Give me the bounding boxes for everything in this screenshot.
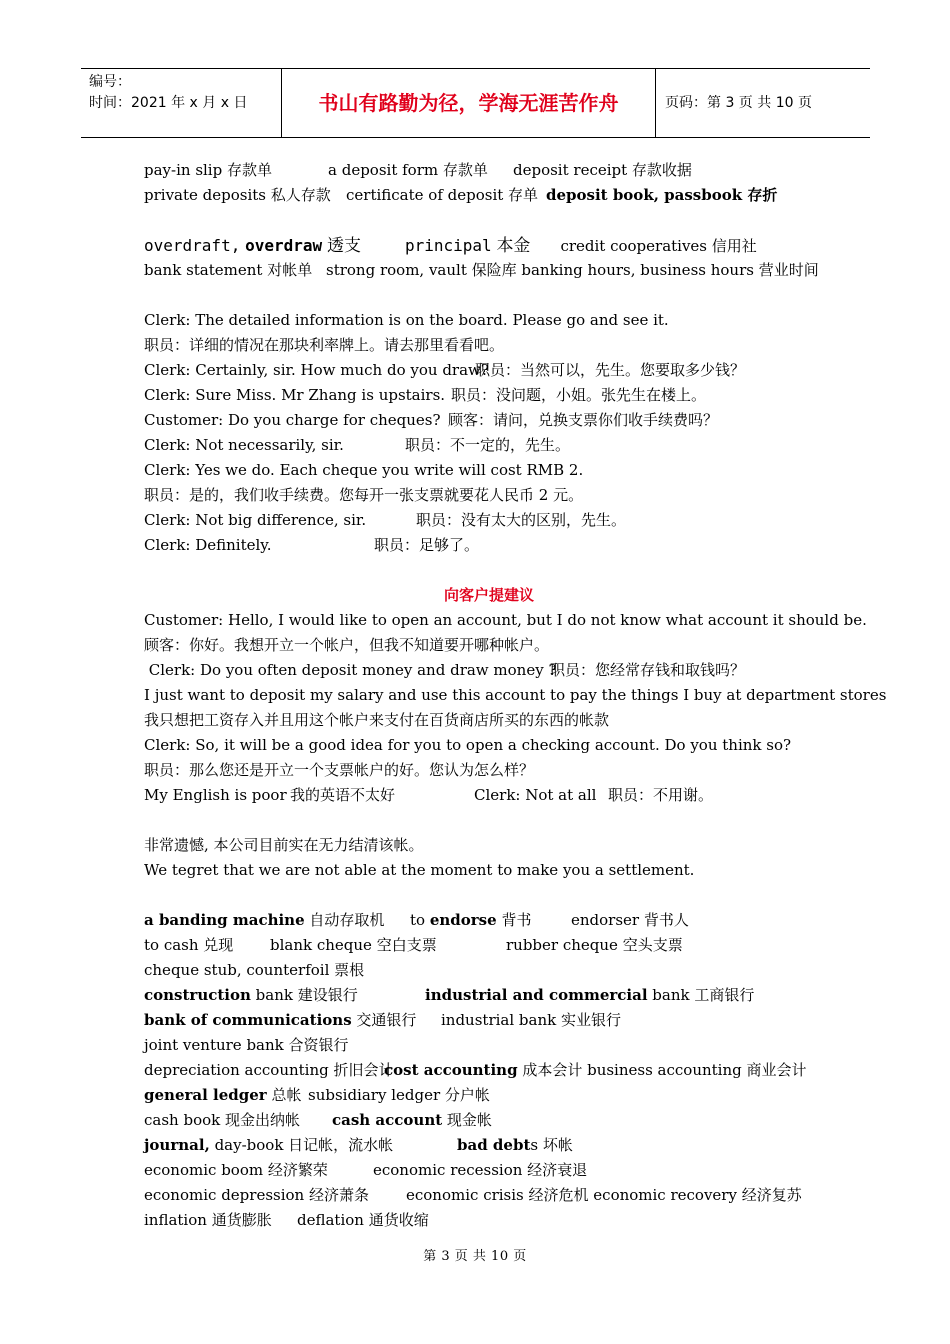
dialog-line: Clerk: Definitely. 职员：足够了。 <box>144 536 480 554</box>
term-bold: deposit book, passbook 存折 <box>546 186 778 204</box>
term: 本金 <box>496 236 531 256</box>
term: a deposit form 存款单 <box>328 161 488 179</box>
term: deposit receipt 存款收据 <box>513 161 692 179</box>
vocab-line: cash book 现金出纳帐 cash account 现金帐 <box>144 1111 492 1129</box>
document-body <box>144 158 887 1233</box>
header-page-info: 页码：第 3 页 共 10 页 <box>665 95 812 111</box>
note-line: We tegret that we are not able at the moment to make you a settlement. <box>144 861 695 879</box>
dialog-line: 职员：详细的情况在那块利率牌上。请去那里看看吧。 <box>144 336 505 354</box>
term: strong room, vault 保险库 banking hours, business hours 营业时间 <box>326 261 819 279</box>
term-bold: overdraw <box>245 236 323 255</box>
vocab-line: journal, day-book 日记帐，流水帐 bad debts 坏帐 <box>144 1136 573 1154</box>
dialog-line: Clerk: Sure Miss. Mr Zhang is upstairs. 职员：没问题，小姐。张先生在楼上。 <box>144 386 707 404</box>
term: overdraft, <box>144 236 241 255</box>
dialog-line: 职员：那么您还是开立一个支票帐户的好。您认为怎么样？ <box>144 761 535 779</box>
term: credit cooperatives 信用社 <box>560 237 757 255</box>
vocab-line: general ledger 总帐 subsidiary ledger 分户帐 <box>144 1086 490 1104</box>
dialog-line: Clerk: Not necessarily, sir. 职员：不一定的，先生。 <box>144 436 571 454</box>
dialog-line: Customer: Do you charge for cheques? 顾客：请问，兑换支票你们收手续费吗？ <box>144 411 719 429</box>
number-label: 编号： <box>89 74 131 90</box>
vocab-line <box>144 158 834 183</box>
vocab-line: construction bank 建设银行 industrial and commercial bank 工商银行 <box>144 986 755 1004</box>
vocab-line <box>144 258 834 283</box>
vocab-line: economic depression 经济萧条 economic crisis 经济危机 economic recovery 经济复苏 <box>144 1186 802 1204</box>
header-motto: 书山有路勤为径，学海无涯苦作舟 <box>281 69 656 137</box>
vocab-line: bank of communications 交通银行 industrial bank 实业银行 <box>144 1011 621 1029</box>
dialog-line: Clerk: Certainly, sir. How much do you draw?职员：当然可以，先生。您要取多少钱？ <box>144 361 746 379</box>
dialog-line: 我只想把工资存入并且用这个帐户来支付在百货商店所买的东西的帐款 <box>144 711 610 729</box>
dialog-line: Clerk: Yes we do. Each cheque you write will cost RMB 2. <box>144 461 584 479</box>
vocab-line <box>144 183 834 208</box>
header-meta <box>81 69 281 137</box>
vocab-line: joint venture bank 合资银行 <box>144 1036 349 1054</box>
term: 透支 <box>326 236 361 256</box>
vocab-line: cheque stub, counterfoil 票根 <box>144 961 365 979</box>
term: private deposits 私人存款 <box>144 186 331 204</box>
dialog-line: My English is poor 我的英语不太好 Clerk: Not at all 职员：不用谢。 <box>144 786 714 804</box>
vocab-line <box>144 233 834 258</box>
term: bank statement 对帐单 <box>144 261 313 279</box>
dialog-line: I just want to deposit my salary and use this account to pay the things I buy at department stores <box>144 686 887 704</box>
page-header <box>81 68 870 138</box>
dialog-line: Clerk: So, it will be a good idea for you to open a checking account. Do you think so? <box>144 736 792 754</box>
page-footer: 第 3 页 共 10 页 <box>423 1249 527 1264</box>
term: certificate of deposit 存单 <box>346 186 539 204</box>
dialog-line: 职员：是的，我们收手续费。您每开一张支票就要花人民币 2 元。 <box>144 486 584 504</box>
dialog-line: Clerk: Not big difference, sir. 职员：没有太大的区别，先生。 <box>144 511 627 529</box>
dialog-line: Customer: Hello, I would like to open an account, but I do not know what account it should be. <box>144 611 867 629</box>
vocab-line: economic boom 经济繁荣 economic recession 经济衰退 <box>144 1161 588 1179</box>
dialog-line: 顾客：你好。我想开立一个帐户，但我不知道要开哪种帐户。 <box>144 636 550 654</box>
vocab-line: to cash 兑现 blank cheque 空白支票 rubber cheque 空头支票 <box>144 936 683 954</box>
note-line: 非常遗憾, 本公司目前实在无力结清该帐。 <box>144 836 424 854</box>
section-title: 向客户提建议 <box>443 586 534 604</box>
term: principal <box>404 236 492 255</box>
vocab-line: inflation 通货膨胀 deflation 通货收缩 <box>144 1211 429 1229</box>
vocab-line: depreciation accounting 折旧会计cost accounting 成本会计 business accounting 商业会计 <box>144 1061 807 1079</box>
dialog-line: Clerk: The detailed information is on the board. Please go and see it. <box>144 311 669 329</box>
vocab-line: a banding machine 自动存取机 to endorse 背书 endorser 背书人 <box>144 911 689 929</box>
time-label: 时间：2021 年 x 月 x 日 <box>89 95 248 111</box>
dialog-line: Clerk: Do you often deposit money and draw money ?职员：您经常存钱和取钱吗？ <box>144 661 746 679</box>
term: pay-in slip 存款单 <box>144 161 272 179</box>
